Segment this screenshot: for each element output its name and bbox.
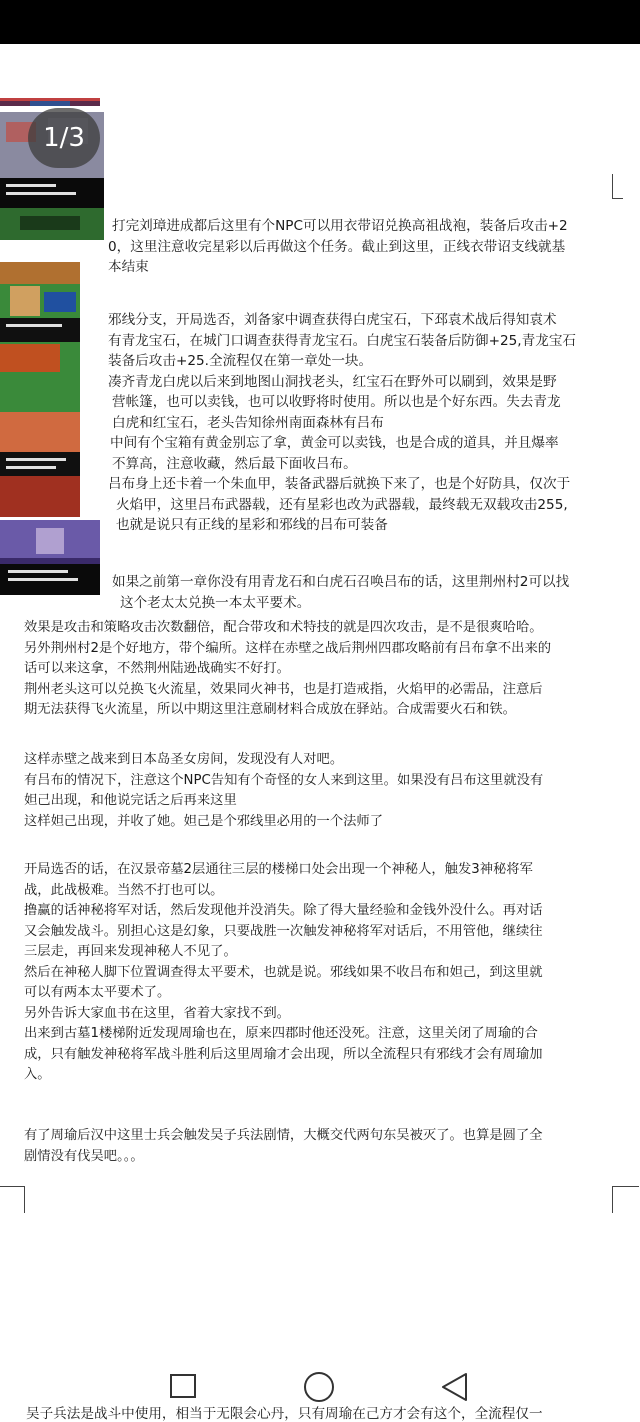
text-line: 这样妲己出现，并收了她。妲己是个邪线里必用的一个法师了 (24, 813, 384, 829)
text-line: 荆州老头这可以兑换飞火流星，效果同火神书，也是打造戒指，火焰甲的必需品，注意后 (24, 681, 543, 697)
text-line: 撸赢的话神秘将军对话，然后发现他并没消失。除了得大量经验和金钱外没什么。再对话 (24, 903, 543, 918)
text-line: 开局选否的话，在汉景帝墓2层通往三层的楼梯口处会出现一个神秘人，触发3神秘将军 (24, 862, 533, 877)
article-paragraph (24, 750, 543, 832)
text-line: 出来到古墓1楼梯附近发现周瑜也在，原来四郡时他还没死。注意，这里关闭了周瑜的合 (24, 1026, 538, 1041)
text-line: 也就是说只有正线的星彩和邪线的吕布可装备 (116, 517, 388, 533)
crop-mark (612, 1186, 639, 1213)
text-line: 入。 (24, 1067, 51, 1082)
text-line: 效果是攻击和策略攻击次数翻倍，配合带攻和术特技的就是四次攻击，是不是很爽哈哈。 (24, 620, 543, 635)
text-line: 吕布身上还卡着一个朱血甲，装备武器后就换下来了，也是个好防具，仅次于 (108, 476, 571, 492)
text-line: 有吕布的情况下，注意这个NPC告知有个奇怪的女人来到这里。如果没有吕布这里就没有 (24, 772, 544, 788)
text-line: 另外告诉大家血书在这里，省着大家找不到。 (24, 1005, 290, 1021)
article-paragraph (112, 572, 569, 613)
text-line: 邪线分支，开局选否，刘备家中调查获得白虎宝石，下邳袁术战后得知袁术 (108, 312, 557, 328)
screenshot-thumbnail-3[interactable] (0, 372, 80, 517)
text-line: 又会触发战斗。别担心这是幻象，只要战胜一次触发神秘将军对话后，不用管他，继续往 (24, 923, 543, 939)
home-circle-icon[interactable] (304, 1372, 334, 1402)
text-line: 妲己出现，和他说完话之后再来这里 (24, 793, 237, 808)
back-triangle-icon[interactable] (440, 1372, 468, 1402)
article-paragraph (108, 310, 576, 536)
text-line: 如果之前第一章你没有用青龙石和白虎石召唤吕布的话，这里荆州村2可以找 (112, 574, 570, 590)
screenshot-thumbnail-strip[interactable] (0, 98, 100, 106)
screenshot-thumbnail-2[interactable] (0, 262, 80, 372)
text-line: 三层走，再回来发现神秘人不见了。 (24, 944, 237, 959)
text-line: 本结束 (108, 259, 149, 275)
text-line: 不算高，注意收藏，然后最下面收吕布。 (112, 455, 357, 472)
screenshot-thumbnail-4[interactable] (0, 520, 100, 595)
text-line: 战，此战极难。当然不打也可以。 (24, 882, 224, 898)
text-line: 0，这里注意收完星彩以后再做这个任务。截止到这里，正线衣带诏支线就基 (108, 238, 566, 255)
text-line: 白虎和红宝石，老头告知徐州南面森林有吕布 (112, 414, 384, 431)
bottom-text-line: 吴子兵法是战斗中使用，相当于无限会心丹，只有周瑜在己方才会有这个，全流程仅一 (26, 1406, 543, 1422)
page-counter: 1/3 (28, 108, 100, 168)
text-line: 中间有个宝箱有黄金别忘了拿，黄金可以卖钱，也是合成的道具，并且爆率 (110, 435, 559, 451)
text-line: 营帐篷，也可以卖钱，也可以收野将时使用。所以也是个好东西。失去青龙 (112, 394, 561, 410)
text-line: 剧情没有伐吴吧。。。 (24, 1148, 144, 1164)
text-line: 这个老太太兑换一本太平要术。 (120, 594, 311, 611)
crop-mark (0, 1186, 25, 1213)
crop-mark (612, 174, 623, 199)
text-line: 这样赤壁之战来到日本岛圣女房间，发现没有人对吧。 (24, 752, 344, 767)
article-paragraph (24, 1126, 543, 1167)
text-line: 火焰甲，这里吕布武器载，还有星彩也改为武器载，最终载无双载攻击255, (116, 496, 568, 513)
recents-square-icon[interactable] (170, 1374, 196, 1398)
text-line: 可以有两本太平要术了。 (24, 985, 171, 1000)
text-line: 凑齐青龙白虎以后来到地图山洞找老头，红宝石在野外可以刷到，效果是野 (108, 373, 557, 390)
text-line: 成，只有触发神秘将军战斗胜利后这里周瑜才会出现，所以全流程只有邪线才会有周瑜加 (24, 1046, 543, 1062)
article-paragraph (24, 860, 543, 1086)
article-paragraph (24, 618, 551, 721)
status-bar (0, 0, 640, 44)
text-line: 然后在神秘人脚下位置调查得太平要术，也就是说。邪线如果不收吕布和妲己，到这里就 (24, 964, 543, 980)
text-line: 有青龙宝石，在城门口调查获得青龙宝石。白虎宝石装备后防御+25,青龙宝石 (108, 332, 577, 349)
text-line: 装备后攻击+25.全流程仅在第一章处一块。 (108, 353, 373, 369)
text-line: 期无法获得飞火流星，所以中期这里注意刷材料合成放在驿站。合成需要火石和铁。 (24, 702, 516, 717)
text-line: 另外荆州村2是个好地方，带个编所。这样在赤壁之战后荆州四郡攻略前有吕布拿不出来的 (24, 640, 552, 656)
text-line: 话可以来这拿，不然荆州陆逊战确实不好打。 (24, 661, 290, 676)
text-line: 有了周瑜后汉中这里士兵会触发吴子兵法剧情，大概交代两句东吴被灭了。也算是圆了全 (24, 1128, 543, 1143)
article-paragraph (108, 216, 568, 278)
text-line: 打完刘璋进成都后这里有个NPC可以用衣带诏兑换高祖战袍，装备后攻击+2 (112, 218, 568, 234)
